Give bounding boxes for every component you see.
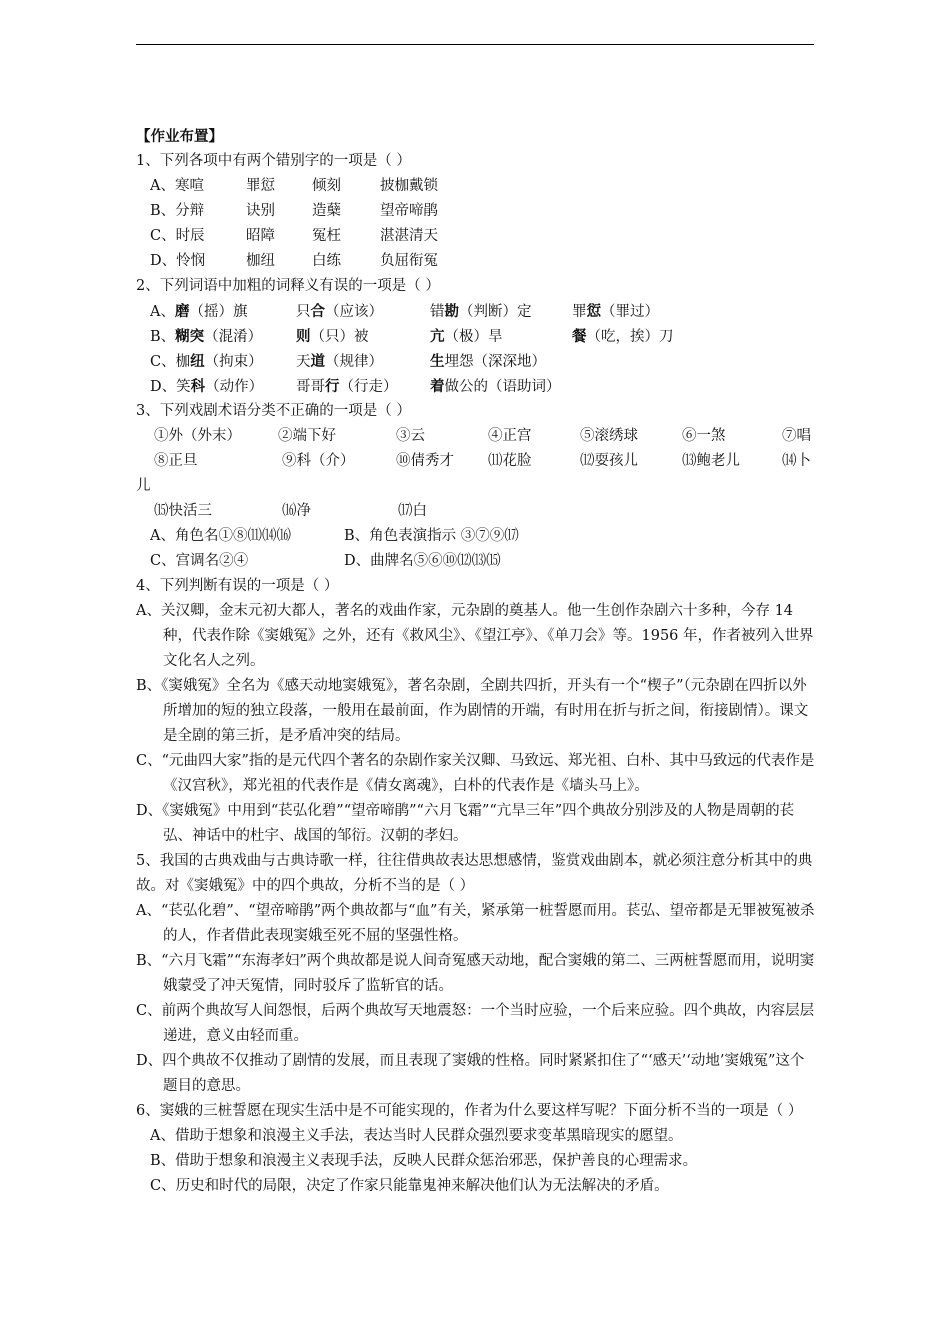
- bold-word: 亢: [430, 328, 445, 345]
- term: ①外（外末）: [154, 428, 241, 444]
- question-2-stem: 2、下列词语中加粗的词释义有误的一项是（ ）: [136, 278, 440, 294]
- prefix: A、: [150, 304, 175, 320]
- question-3-terms-row-1: [136, 424, 816, 449]
- term: ②端下好: [278, 428, 336, 444]
- suffix: （应该）: [325, 304, 383, 320]
- option-text: 披枷戴锁: [380, 178, 438, 194]
- question-5-stem: 5、我国的古典戏曲与古典诗歌一样，往往借典故表达思想感情，鉴赏戏曲剧本，就必须注意分析其中的典故。对《窦娥冤》中的四个典故，分析不当的是（ ）: [136, 853, 813, 894]
- prefix: C、枷: [150, 354, 191, 370]
- prefix: 哥哥: [296, 379, 325, 395]
- term: ⑾花脸: [488, 453, 532, 469]
- option-text: B、分辩: [150, 203, 205, 219]
- question-1-option-d: [136, 249, 816, 274]
- option-text: 诀别: [246, 203, 275, 219]
- bold-word: 生: [430, 353, 445, 370]
- question-3-stem: 3、下列戏剧术语分类不正确的一项是（ ）: [136, 403, 411, 419]
- option-text: 冤枉: [312, 228, 341, 244]
- question-1-stem: 1、下列各项中有两个错别字的一项是（ ）: [136, 153, 411, 169]
- bold-word: 餐: [572, 328, 587, 345]
- suffix: （吃，挨）刀: [586, 329, 674, 345]
- question-6-stem: 6、窦娥的三桩誓愿在现实生活中是不可能实现的，作者为什么要这样写呢？下面分析不当的一项是（ ）: [136, 1103, 803, 1119]
- bold-word: 合: [310, 303, 325, 320]
- term: ③云: [396, 428, 425, 444]
- question-3-options-ab: [136, 524, 816, 549]
- suffix: （摇）旗: [189, 304, 248, 320]
- question-5-option-a: A、“苌弘化碧”、“望帝啼鹃”两个典故都与“血”有关，紧承第一桩誓愿而用。苌弘、望帝都是无罪被冤被杀的人，作者借此表现窦娥至死不屈的坚强性格。: [136, 903, 815, 944]
- question-4-option-d: D、《窦娥冤》中用到“苌弘化碧”“望帝啼鹃”“六月飞霜”“亢旱三年”四个典故分别涉及的人物是周朝的苌弘、神话中的杜宇、战国的邹衍。汉朝的孝妇。: [136, 803, 795, 844]
- prefix: 错: [430, 304, 445, 320]
- option-text: 昭障: [246, 228, 275, 244]
- question-2-option-b: [136, 324, 816, 349]
- term: ⑿耍孩儿: [580, 453, 638, 469]
- suffix: （规律）: [325, 354, 383, 370]
- suffix: （混淆）: [204, 329, 263, 345]
- option-text: 枷纽: [246, 253, 275, 269]
- option-text: 湛湛清天: [380, 228, 438, 244]
- option-text: 望帝啼鹃: [380, 203, 438, 219]
- section-heading: 【作业布置】: [136, 128, 223, 145]
- suffix: 埋怨（深深地）: [444, 354, 546, 370]
- term: ⑩倩秀才: [396, 453, 454, 469]
- question-4-option-b: B、《窦娥冤》全名为《感天动地窦娥冤》，著名杂剧，全剧共四折，开头有一个“楔子”（元杂剧在四折以外所增加的短的独立段落，一般用在最前面，作为剧情的开端，有时用在折与折之间，衔接剧情）。课文是全剧的第三折，是矛盾冲突的结局。: [136, 678, 809, 744]
- suffix: （动作）: [205, 379, 264, 395]
- prefix: B、: [150, 329, 176, 345]
- term: ⒃净: [282, 503, 311, 519]
- option-b: B、角色表演指示 ③⑦⑨⒄: [344, 528, 519, 544]
- term: ④正宫: [488, 428, 532, 444]
- bold-word: 着: [430, 378, 445, 395]
- question-5-option-d: D、四个典故不仅推动了剧情的发展，而且表现了窦娥的性格。同时紧紧扣住了“‘感天’‘动地’窦娥冤”这个题目的意思。: [136, 1053, 805, 1094]
- question-4-option-c: C、“元曲四大家”指的是元代四个著名的杂剧作家关汉卿、马致远、郑光祖、白朴、其中马致远的代表作是《汉宫秋》，郑光祖的代表作是《倩女离魂》，白朴的代表作是《墙头马上》。: [136, 753, 815, 794]
- bold-word: 行: [325, 378, 340, 395]
- bold-word: 勘: [444, 303, 459, 320]
- question-5-option-c: C、前两个典故写人间怨恨，后两个典故写天地震怒：一个当时应验，一个后来应验。四个典故，内容层层递进，意义由轻而重。: [136, 1003, 815, 1044]
- bold-word: 磨: [174, 303, 190, 320]
- question-1-option-b: [136, 199, 816, 224]
- option-text: D、怜悯: [150, 253, 206, 269]
- prefix: 只: [296, 304, 311, 320]
- bold-word: 科: [190, 378, 206, 395]
- bold-word: 则: [296, 328, 311, 345]
- question-5-option-b: B、“六月飞霜”“东海孝妇”两个典故都是说人间奇冤感天动地，配合窦娥的第二、三两桩誓愿而用，说明窦娥蒙受了冲天冤情，同时驳斥了监斩官的话。: [136, 953, 815, 994]
- term: ⒂快活三: [154, 503, 212, 519]
- suffix: 做公的（语助词）: [444, 379, 561, 395]
- term: ⒄白: [398, 503, 427, 519]
- term: ⑥一煞: [682, 428, 726, 444]
- option-d: D、曲牌名⑤⑥⑩⑿⒀⒂: [344, 553, 501, 569]
- question-1-option-a: [136, 174, 816, 199]
- suffix: （行走）: [339, 379, 398, 395]
- prefix: 天: [296, 354, 311, 370]
- term: ⑦唱: [782, 428, 811, 444]
- question-2-option-d: [136, 374, 816, 399]
- term: ⒁卜: [782, 453, 811, 469]
- suffix: （判断）定: [459, 304, 532, 320]
- option-text: 白练: [312, 253, 341, 269]
- prefix: 罪: [572, 304, 587, 320]
- option-text: 罪愆: [246, 178, 275, 194]
- bold-word: 道: [310, 353, 325, 370]
- question-2-option-c: [136, 349, 816, 374]
- question-3-terms-row-3: [136, 499, 816, 524]
- question-4-option-a: A、关汉卿，金末元初大都人，著名的戏曲作家，元杂剧的奠基人。他一生创作杂剧六十多种，今存 14 种，代表作除《窦娥冤》之外，还有《救风尘》、《望江亭》、《单刀会》等。1956 年，作者被列入世界文化名人之列。: [136, 603, 814, 669]
- option-text: 造蘖: [312, 203, 341, 219]
- option-text: C、时辰: [150, 228, 205, 244]
- question-3-terms-row-2: [136, 449, 816, 474]
- question-6-option-c: C、历史和时代的局限，决定了作家只能靠鬼神来解决他们认为无法解决的矛盾。: [150, 1178, 669, 1194]
- option-text: A、寒喧: [150, 178, 204, 194]
- suffix: （拘束）: [204, 354, 263, 370]
- document-body: [136, 124, 816, 1199]
- term: ⒀鲍老儿: [682, 453, 740, 469]
- suffix: （极）旱: [444, 329, 503, 345]
- question-4-stem: 4、下列判断有误的一项是（ ）: [136, 578, 339, 594]
- header-rule: [136, 44, 814, 45]
- question-3-terms-wrap: 儿: [136, 478, 151, 494]
- question-2-option-a: [136, 299, 816, 324]
- question-6-option-a: A、借助于想象和浪漫主义手法，表达当时人民群众强烈要求变革黑暗现实的愿望。: [150, 1128, 683, 1144]
- suffix: （罪过）: [601, 304, 659, 320]
- question-6-option-b: B、借助于想象和浪漫主义表现手法，反映人民群众惩治邪恶，保护善良的心理需求。: [150, 1153, 698, 1169]
- option-text: 倾刻: [312, 178, 341, 194]
- suffix: （只）被: [310, 329, 369, 345]
- bold-word: 愆: [586, 303, 601, 320]
- option-text: 负屈衔冤: [380, 253, 438, 269]
- question-1-option-c: [136, 224, 816, 249]
- prefix: D、笑: [150, 379, 191, 395]
- term: ⑨科（介）: [282, 453, 355, 469]
- bold-word: 纽: [190, 353, 205, 370]
- question-3-options-cd: [136, 549, 816, 574]
- term: ⑤滚绣球: [580, 428, 638, 444]
- term: ⑧正旦: [154, 453, 198, 469]
- option-c: C、宫调名②④: [150, 553, 249, 569]
- option-a: A、角色名①⑧⑾⒁⒃: [150, 528, 291, 544]
- bold-word: 糊突: [175, 328, 205, 345]
